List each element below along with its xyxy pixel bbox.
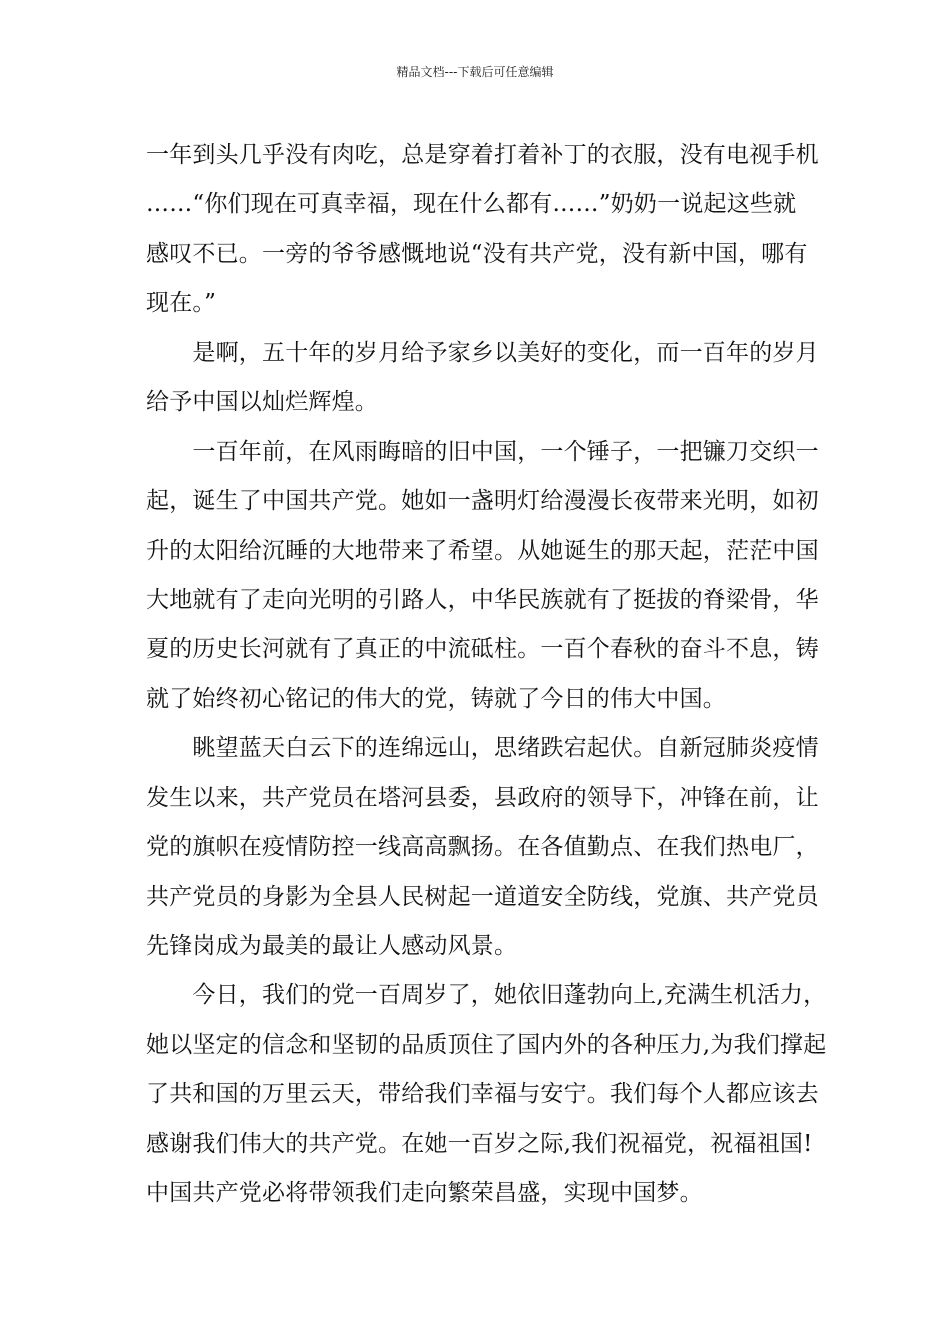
text-line: 党的旗帜在疫情防控一线高高飘扬。在各值勤点、在我们热电厂， bbox=[146, 834, 819, 861]
text-line: 一年到头几乎没有肉吃，总是穿着打着补丁的衣服，没有电视手机 bbox=[146, 142, 819, 168]
text-line: 发生以来，共产党员在塔河县委，县政府的领导下，冲锋在前，让 bbox=[146, 784, 819, 811]
text-line: 她以坚定的信念和坚韧的品质顶住了国内外的各种压力,为我们撑起 bbox=[146, 1031, 827, 1058]
text-line: 就了始终初心铭记的伟大的党，铸就了今日的伟大中国。 bbox=[146, 685, 726, 712]
text-line: 眺望蓝天白云下的连绵远山，思绪跌宕起伏。自新冠肺炎疫情 bbox=[146, 735, 819, 762]
text-line: 共产党员的身影为全县人民树起一道道安全防线，党旗、共产党员 bbox=[146, 883, 819, 910]
text-line: ……“你们现在可真幸福，现在什么都有……”奶奶一说起这些就 bbox=[146, 191, 797, 218]
text-line: 今日，我们的党一百周岁了，她依旧蓬勃向上,充满生机活力， bbox=[146, 982, 827, 1009]
text-line: 感谢我们伟大的共产党。在她一百岁之际,我们祝福党，祝福祖国! bbox=[146, 1130, 813, 1157]
text-line: 中国共产党必将带领我们走向繁荣昌盛，实现中国梦。 bbox=[146, 1180, 703, 1207]
text-line: 一百年前，在风雨晦暗的旧中国，一个锤子，一把镰刀交织一 bbox=[146, 438, 819, 465]
text-line: 现在。” bbox=[146, 290, 217, 317]
text-line: 给予中国以灿烂辉煌。 bbox=[146, 389, 378, 416]
text-line: 起，诞生了中国共产党。她如一盏明灯给漫漫长夜带来光明，如初 bbox=[146, 488, 819, 515]
text-line: 大地就有了走向光明的引路人，中华民族就有了挺拔的脊梁骨，华 bbox=[146, 586, 819, 613]
text-line: 先锋岗成为最美的最让人感动风景。 bbox=[146, 933, 518, 959]
document-body bbox=[146, 131, 827, 1219]
text-line: 是啊，五十年的岁月给予家乡以美好的变化，而一百年的岁月 bbox=[146, 339, 819, 366]
text-line: 感叹不已。一旁的爷爷感慨地说“没有共产党，没有新中国，哪有 bbox=[146, 240, 808, 267]
text-line: 夏的历史长河就有了真正的中流砥柱。一百个春秋的奋斗不息，铸 bbox=[146, 636, 819, 663]
text-line: 升的太阳给沉睡的大地带来了希望。从她诞生的那天起，茫茫中国 bbox=[146, 537, 819, 564]
page-header: 精品文档---下载后可任意编辑 bbox=[396, 65, 554, 79]
text-line: 了共和国的万里云天，带给我们幸福与安宁。我们每个人都应该去 bbox=[146, 1081, 819, 1108]
